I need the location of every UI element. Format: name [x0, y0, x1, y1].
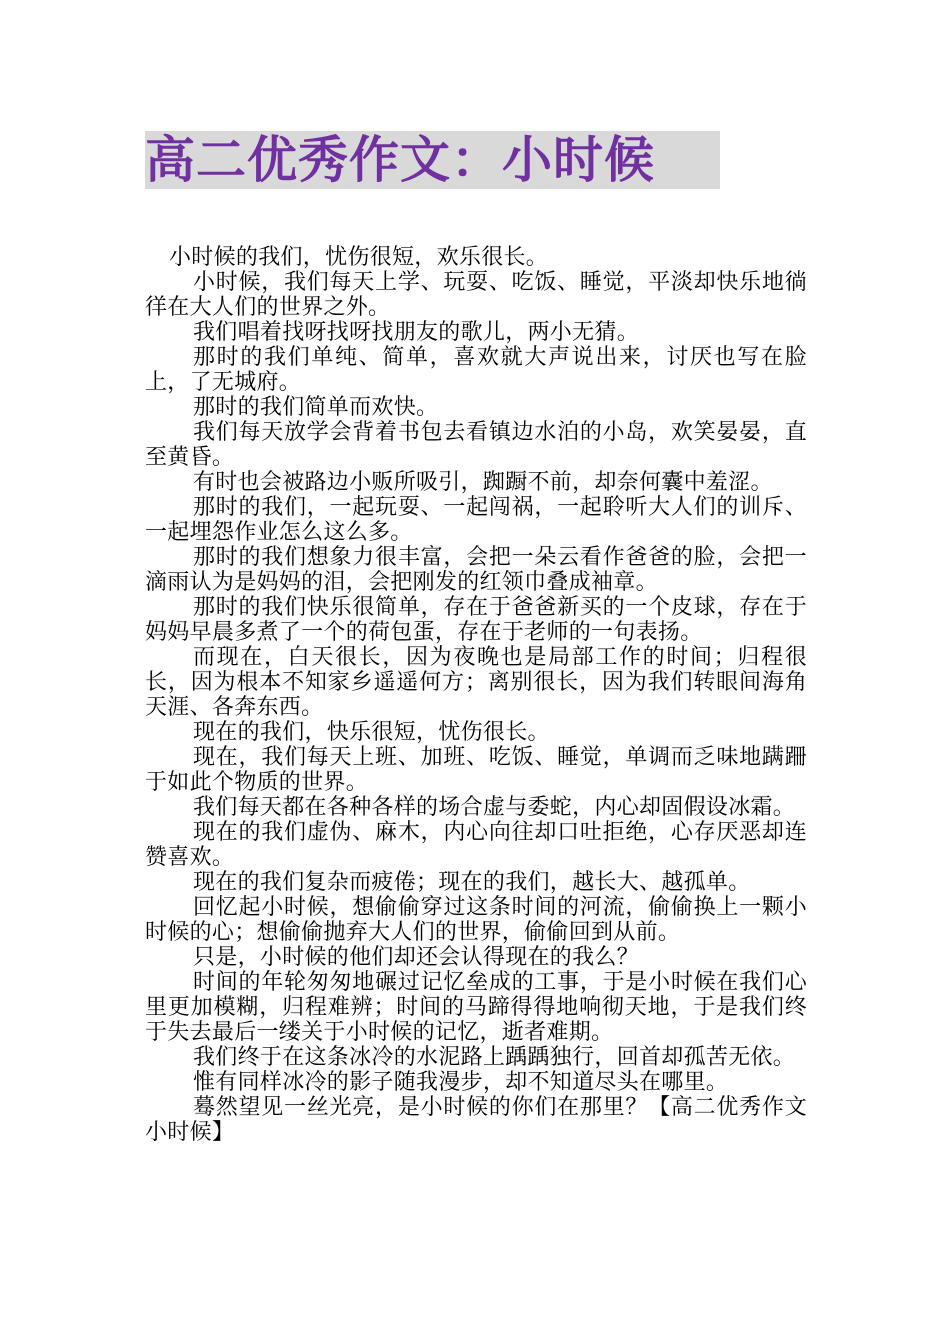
paragraph: 现在的我们虚伪、麻木，内心向往却口吐拒绝，心存厌恶却连赞喜欢。 [145, 820, 807, 870]
paragraph: 我们终于在这条冰冷的水泥路上踽踽独行，回首却孤苦无依。 [193, 1045, 796, 1070]
paragraph: 小时候，我们每天上学、玩耍、吃饭、睡觉，平淡却快乐地徜徉在大人们的世界之外。 [145, 270, 807, 320]
paragraph: 那时的我们简单而欢快。 [193, 395, 439, 420]
paragraph: 那时的我们，一起玩耍、一起闯祸，一起聆听大人们的训斥、一起埋怨作业怎么这么多。 [145, 495, 807, 545]
paragraph: 而现在，白天很长，因为夜晚也是局部工作的时间；归程很长，因为根本不知家乡遥遥何方；离别很长，因为我们转眼间海角天涯、各奔东西。 [145, 645, 807, 720]
paragraph: 现在的我们复杂而疲倦；现在的我们，越长大、越孤单。 [193, 870, 751, 895]
paragraph: 只是，小时候的他们却还会认得现在的我么？ [193, 945, 640, 970]
paragraph: 惟有同样冰冷的影子随我漫步，却不知道尽头在哪里。 [193, 1070, 729, 1095]
paragraph: 我们每天都在各种各样的场合虚与委蛇，内心却固假设冰霜。 [193, 795, 796, 820]
paragraph: 我们每天放学会背着书包去看镇边水泊的小岛，欢笑晏晏，直至黄昏。 [145, 420, 807, 470]
paragraph: 有时也会被路边小贩所吸引，踟蹰不前，却奈何囊中羞涩。 [193, 470, 773, 495]
page-title: 高二优秀作文：小时候 [145, 131, 655, 189]
title-highlight [145, 131, 720, 189]
essay-body [145, 245, 807, 1145]
paragraph: 小时候的我们，忧伤很短，欢乐很长。 [169, 245, 549, 270]
paragraph: 现在的我们，快乐很短，忧伤很长。 [193, 720, 550, 745]
paragraph: 现在，我们每天上班、加班、吃饭、睡觉，单调而乏味地蹒跚于如此个物质的世界。 [145, 745, 807, 795]
paragraph: 那时的我们快乐很简单，存在于爸爸新买的一个皮球，存在于妈妈早晨多煮了一个的荷包蛋，存在于老师的一句表扬。 [145, 595, 807, 645]
paragraph: 时间的年轮匆匆地碾过记忆垒成的工事，于是小时候在我们心里更加模糊，归程难辨；时间的马蹄得得地响彻天地，于是我们终于失去最后一缕关于小时候的记忆，逝者难期。 [145, 970, 807, 1045]
paragraph: 那时的我们单纯、简单，喜欢就大声说出来，讨厌也写在脸上，了无城府。 [145, 345, 807, 395]
paragraph: 那时的我们想象力很丰富，会把一朵云看作爸爸的脸，会把一滴雨认为是妈妈的泪，会把刚发的红领巾叠成袖章。 [145, 545, 807, 595]
paragraph: 蓦然望见一丝光亮，是小时候的你们在那里？【高二优秀作文小时候】 [145, 1095, 807, 1145]
paragraph: 回忆起小时候，想偷偷穿过这条时间的河流，偷偷换上一颗小时候的心；想偷偷抛弃大人们的世界，偷偷回到从前。 [145, 895, 807, 945]
paragraph: 我们唱着找呀找呀找朋友的歌儿，两小无猜。 [193, 320, 640, 345]
